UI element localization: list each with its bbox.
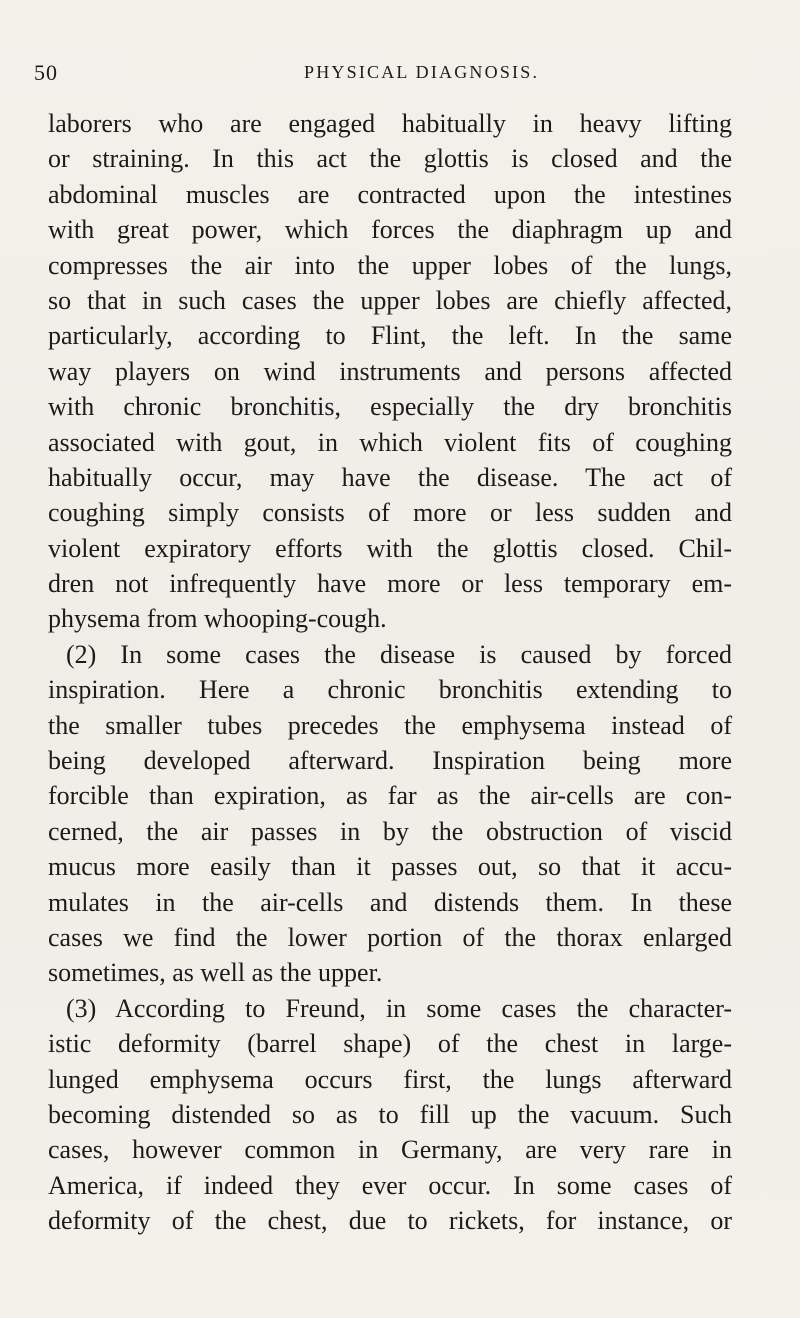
text-line: sometimes, as well as the upper. <box>48 958 383 988</box>
body-text <box>48 106 732 1239</box>
text-line: cases we find the lower portion of the thorax enlarged <box>48 922 732 952</box>
text-line: cases, however common in Germany, are very rare in <box>48 1135 732 1165</box>
text-line: with chronic bronchitis, especially the dry bronchitis <box>48 392 732 422</box>
text-line: or straining. In this act the glottis is closed and the <box>48 144 732 174</box>
text-line: deformity of the chest, due to rickets, for instance, or <box>48 1206 732 1236</box>
text-line: with great power, which forces the diaphragm up and <box>48 215 732 245</box>
text-line: way players on wind instruments and persons affected <box>48 356 732 386</box>
text-line: coughing simply consists of more or less sudden and <box>48 498 732 528</box>
text-line: (3) According to Freund, in some cases the character- <box>66 993 732 1023</box>
text-line: cerned, the air passes in by the obstruction of viscid <box>48 816 732 846</box>
text-line: lunged emphysema occurs first, the lungs afterward <box>48 1064 732 1094</box>
text-line: laborers who are engaged habitually in heavy lifting <box>48 109 732 138</box>
text-line: istic deformity (barrel shape) of the chest in large- <box>48 1029 732 1059</box>
text-line: inspiration. Here a chronic bronchitis extending to <box>48 675 732 705</box>
text-line: mucus more easily than it passes out, so that it accu- <box>48 852 732 882</box>
running-title: PHYSICAL DIAGNOSIS. <box>304 62 540 82</box>
text-line: associated with gout, in which violent fits of coughing <box>48 427 732 457</box>
text-line: forcible than expiration, as far as the air-cells are con- <box>48 781 732 811</box>
text-line: dren not infrequently have more or less temporary em- <box>48 569 732 599</box>
text-line: so that in such cases the upper lobes are chiefly affected, <box>48 285 732 315</box>
text-line: being developed afterward. Inspiration being more <box>48 746 732 776</box>
running-head <box>34 60 734 90</box>
text-line: mulates in the air-cells and distends them. In these <box>48 887 732 917</box>
text-line: America, if indeed they ever occur. In some cases of <box>48 1170 732 1200</box>
text-line: (2) In some cases the disease is caused by forced <box>66 639 732 669</box>
text-line: particularly, according to Flint, the left. In the same <box>48 321 732 351</box>
text-line: the smaller tubes precedes the emphysema instead of <box>48 710 732 740</box>
text-line: physema from whooping-cough. <box>48 604 387 634</box>
text-line: violent expiratory efforts with the glottis closed. Chil- <box>48 533 732 563</box>
text-line: becoming distended so as to fill up the vacuum. Such <box>48 1099 732 1129</box>
text-line: habitually occur, may have the disease. The act of <box>48 462 732 492</box>
page-number: 50 <box>34 60 58 85</box>
text-line: compresses the air into the upper lobes of the lungs, <box>48 250 732 280</box>
text-line: abdominal muscles are contracted upon the intestines <box>48 179 732 209</box>
